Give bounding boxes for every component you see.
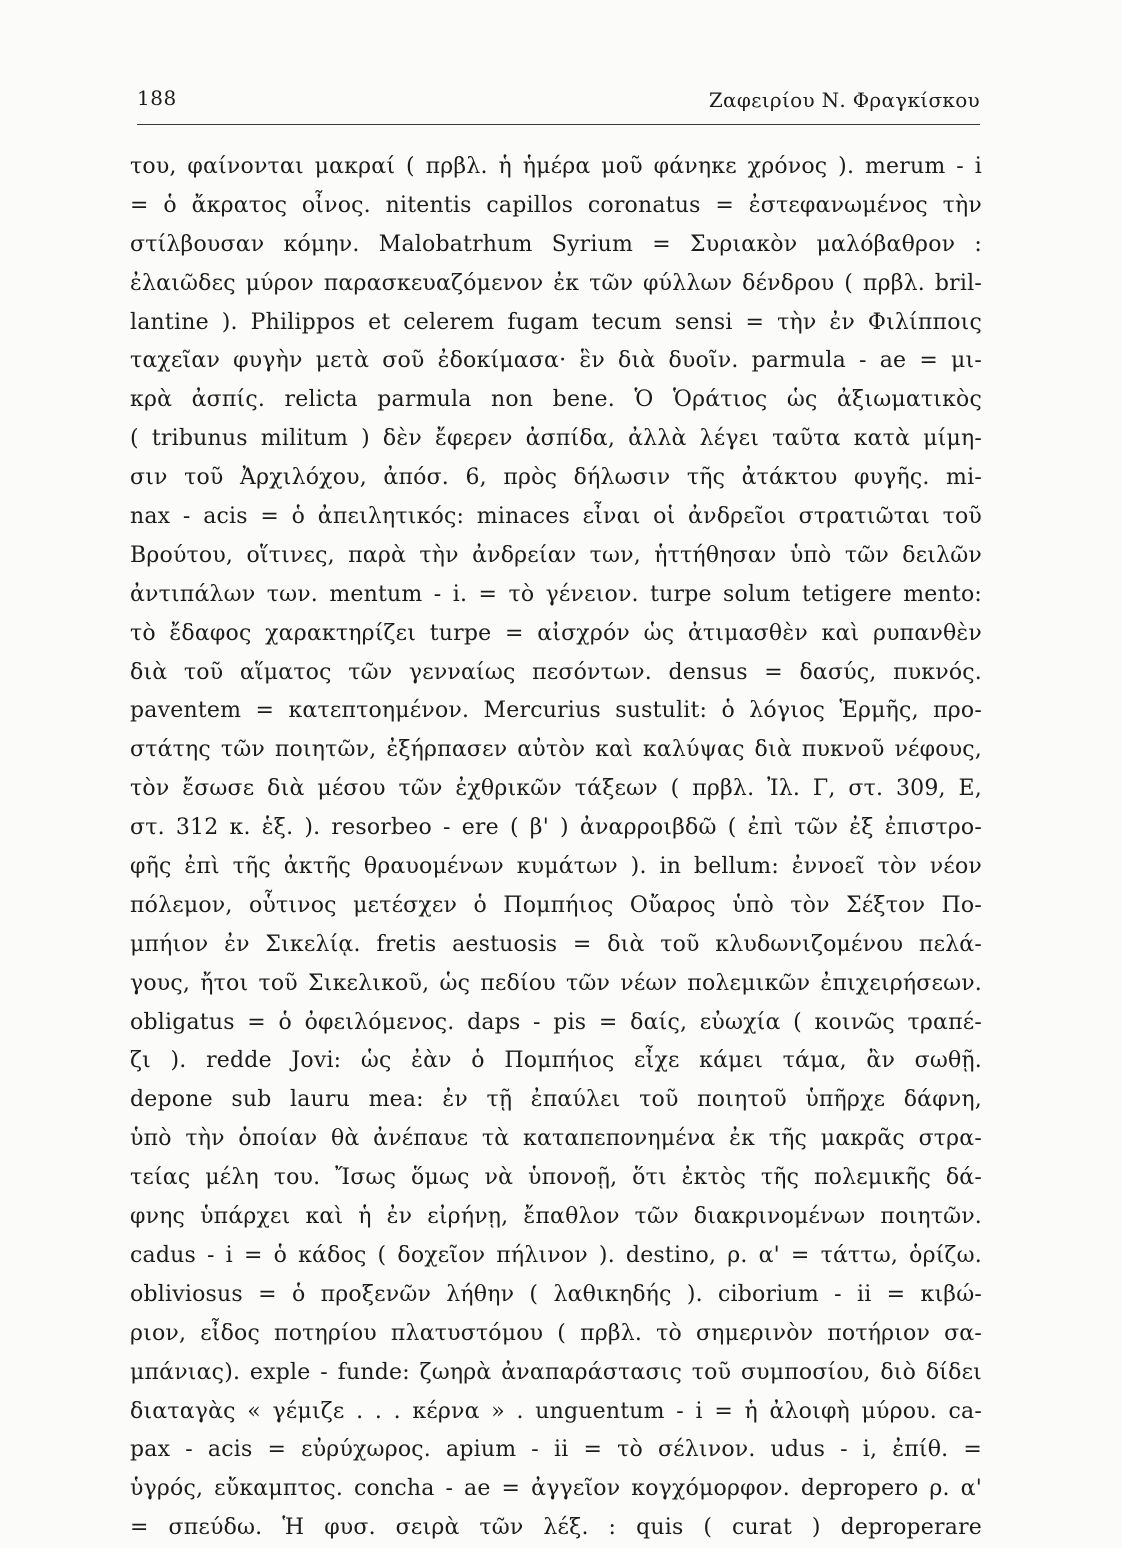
text-line: στ. 312 κ. ἑξ. ). resorbeo - ere ( β' ) ἀναρροιβδῶ ( ἐπὶ τῶν ἐξ ἐπιστρο- [130,815,982,841]
text-line: ἀντιπάλων των. mentum - i. = τὸ γένειον. turpe solum tetigere mento: [130,581,982,607]
text-line: κρὰ ἀσπίς. relicta parmula non bene. Ὁ Ὁράτιος ὡς ἀξιωματικὸς [130,387,982,413]
page-number: 188 [137,86,177,110]
text-line: ταχεῖαν φυγὴν μετὰ σοῦ ἐδοκίμασα· ἓν διὰ δυοῖν. parmula - ae = μι- [130,348,982,374]
text-line: cadus - i = ὁ κάδος ( δοχεῖον πήλινον ). destino, ρ. α' = τάττω, ὁρίζω. [130,1242,982,1268]
body-text [130,148,982,1548]
text-line: nax - acis = ὁ ἀπειλητικός: minaces εἶναι οἱ ἀνδρεῖοι στρατιῶται τοῦ [130,504,982,530]
text-line: ριον, εἶδος ποτηρίου πλατυστόμου ( πρβλ. τὸ σημερινὸν ποτήριον σα- [130,1320,982,1346]
text-line: πόλεμον, οὗτινος μετέσχεν ὁ Πομπήιος Οὔαρος ὑπὸ τὸν Σέξτον Πο- [130,892,982,918]
header-rule [137,124,980,125]
text-line: φῆς ἐπὶ τῆς ἀκτῆς θραυομένων κυμάτων ). in bellum: ἐννοεῖ τὸν νέον [130,854,982,880]
text-line: μπήιον ἐν Σικελίᾳ. fretis aestuosis = διὰ τοῦ κλυδωνιζομένου πελά- [130,931,982,957]
page-header [137,86,980,116]
text-line: pax - acis = εὐρύχωρος. apium - ii = τὸ σέλινον. udus - i, ἐπίθ. = [130,1437,982,1463]
text-line: Βρούτου, οἵτινες, παρὰ τὴν ἀνδρείαν των, ἡττήθησαν ὑπὸ τῶν δειλῶν [130,542,982,568]
text-line: γους, ἤτοι τοῦ Σικελικοῦ, ὡς πεδίου τῶν νέων πολεμικῶν ἐπιχειρήσεων. [130,970,982,996]
text-line: τὸν ἔσωσε διὰ μέσου τῶν ἐχθρικῶν τάξεων ( πρβλ. Ἰλ. Γ, στ. 309, Ε, [130,776,982,802]
text-line: μπάνιας). exple - funde: ζωηρὰ ἀναπαράστασις τοῦ συμποσίου, διὸ δίδει [130,1359,982,1385]
text-line: του, φαίνονται μακραί ( πρβλ. ἡ ἡμέρα μοῦ φάνηκε χρόνος ). merum - i [130,154,982,179]
text-line: = σπεύδω. Ἡ φυσ. σειρὰ τῶν λέξ. : quis ( curat ) deproperare [130,1515,982,1541]
running-head: Ζαφειρίου Ν. Φραγκίσκου [708,88,980,112]
text-line: διὰ τοῦ αἵματος τῶν γενναίως πεσόντων. densus = δασύς, πυκνός. [130,659,982,685]
text-line: τείας μέλη του. Ἴσως ὅμως νὰ ὑπονοῇ, ὅτι ἐκτὸς τῆς πολεμικῆς δά- [130,1165,982,1191]
text-line: ἐλαιῶδες μύρον παρασκευαζόμενον ἐκ τῶν φύλλων δένδρου ( πρβλ. bril- [130,270,982,296]
text-line: στάτης τῶν ποιητῶν, ἐξήρπασεν αὐτὸν καὶ καλύψας διὰ πυκνοῦ νέφους, [130,737,982,763]
text-line: = ὁ ἄκρατος οἶνος. nitentis capillos coronatus = ἐστεφανωμένος τὴν [130,192,982,218]
text-line: διαταγὰς « γέμιζε . . . κέρνα » . unguentum - i = ἡ ἀλοιφὴ μύρου. ca- [130,1398,982,1424]
text-line: φνης ὑπάρχει καὶ ἡ ἐν εἰρήνῃ, ἔπαθλον τῶν διακρινομένων ποιητῶν. [130,1204,982,1230]
text-line: ὑγρός, εὔκαμπτος. concha - ae = ἀγγεῖον κογχόμορφον. depropero ρ. α' [130,1476,982,1502]
text-line: ὑπὸ τὴν ὁποίαν θὰ ἀνέπαυε τὰ καταπεπονημένα ἐκ τῆς μακρᾶς στρα- [130,1126,982,1152]
text-line: σιν τοῦ Ἀρχιλόχου, ἀπόσ. 6, πρὸς δήλωσιν τῆς ἀτάκτου φυγῆς. mi- [130,465,982,491]
text-line: lantine ). Philippos et celerem fugam tecum sensi = τὴν ἐν Φιλίπποις [130,309,982,335]
text-line: στίλβουσαν κόμην. Malobatrhum Syrium = Συριακὸν μαλόβαθρον : [130,231,982,257]
text-line: obliviosus = ὁ προξενῶν λήθην ( λαθικηδής ). ciborium - ii = κιβώ- [130,1281,982,1307]
text-line: ζι ). redde Jovi: ὡς ἐὰν ὁ Πομπήιος εἶχε κάμει τάμα, ἂν σωθῇ. [130,1048,982,1074]
text-line: τὸ ἔδαφος χαρακτηρίζει turpe = αἰσχρόν ὡς ἀτιμασθὲν καὶ ρυπανθὲν [130,620,982,646]
text-line: obligatus = ὁ ὀφειλόμενος. daps - pis = δαίς, εὐωχία ( κοινῶς τραπέ- [130,1009,982,1035]
text-line: ( tribunus militum ) δὲν ἔφερεν ἀσπίδα, ἀλλὰ λέγει ταῦτα κατὰ μίμη- [130,426,982,452]
text-line: paventem = κατεπτοημένον. Mercurius sustulit: ὁ λόγιος Ἑρμῆς, προ- [130,698,982,724]
text-line: depone sub lauru mea: ἐν τῇ ἐπαύλει τοῦ ποιητοῦ ὑπῆρχε δάφνη, [130,1087,982,1113]
